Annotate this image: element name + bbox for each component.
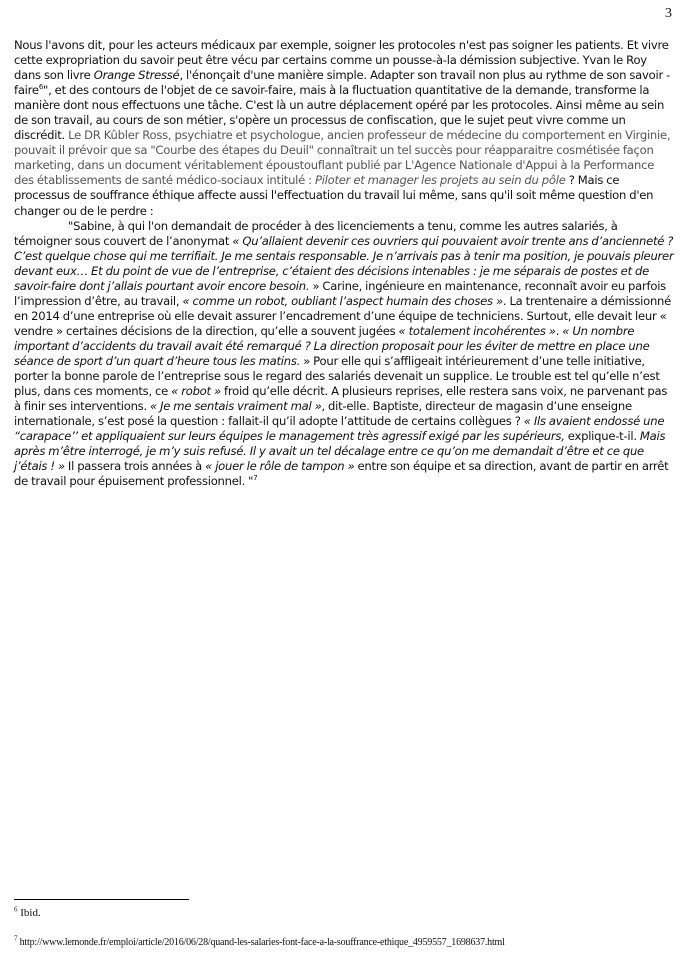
text-run: » Pour elle qui s’affligeait intérieurement d’une telle initiative, porter la bonne parole de l’entreprise sous le regard des salariés devenait un supplice. Le trouble est tel qu’elle n’est plus, dans ces moments, ce (14, 353, 660, 399)
text-run: froid qu’elle décrit. A plusieurs reprises, elle restera sans voix, ne parvenant pas à finir ses interventions. (14, 384, 668, 414)
footnote-ref-6[interactable]: 6 (38, 83, 44, 92)
quote-tampon: « jouer le rôle de tampon » (205, 459, 355, 474)
text-run: explique-t-il. (564, 429, 640, 444)
paragraph-protocols (14, 38, 674, 219)
quote-accidents: « Un nombre important d’accidents du travail avait été remarqué ? La direction proposait pour les éviter de mettre en place une séance de sport d’un quart d’heure tous les matins. (14, 323, 650, 368)
paragraph-quotation (14, 219, 674, 490)
text-run: » Carine, ingénieure en maintenance, reconnaît avoir eu parfois l’impression d’être, au travail, (14, 278, 666, 308)
quote-robot: « robot » (171, 384, 221, 399)
text-run: ? Mais ce processus de souffrance éthique affecte aussi l'effectuation du travail lui même, sans qu'il soit même question d'en changer ou de le perdre : (14, 173, 654, 218)
text-run: Nous l'avons dit, pour les acteurs médicaux par exemple, soigner les protocoles n'est pas soigner les patients. Et vivre cette expropriation du savoir peut être vécu par certains comme un pousse-à-la démission subjective. Yvan le Roy dans son livre (14, 38, 669, 83)
footnote-ref-7[interactable]: 7 (253, 474, 258, 483)
footnote-number: 7 (14, 934, 18, 943)
text-run: , l'énonçait d'une manière simple. Adapter son travail non plus au rythme de son savoir -faire (14, 68, 671, 98)
quote-sabine: « Qu’allaient devenir ces ouvriers qui pouvaient avoir trente ans d’ancienneté ? C’est quelque chose qui me terrifiait. Je me sentais responsable. Je n’arrivais pas à tenir ma position, je pouvais pleurer devant eux… Et du point de vue de l’entreprise, c’étaient des décisions intenables : je me séparais de postes et de savoir-faire dont j’allais pourtant avoir encore besoin. (14, 233, 674, 293)
footnote-number: 6 (14, 905, 18, 914)
text-run: Il passera trois années à (64, 459, 206, 474)
quote-refuse: Mais après m’être interrogé, je m’y suis refusé. Il y avait un tel décalage entre ce qu’on me demandait d’être et ce que j’étais ! » (14, 429, 666, 474)
page-number: 3 (665, 6, 672, 21)
book-title: Orange Stressé (93, 68, 180, 83)
text-run: "Sabine, à qui l'on demandait de procéder à des licenciements a tenu, comme les autres salariés, à témoigner sous couvert de l’anonymat (14, 218, 618, 248)
footnote-7 (14, 934, 505, 948)
text-run: . (555, 323, 563, 338)
text-run: entre son équipe et sa direction, avant de partir en arrêt de travail pour épuisement professionnel. " (14, 459, 669, 489)
quote-vraiment-mal: « Je me sentais vraiment mal » (150, 399, 322, 414)
footnote-separator (14, 899, 189, 900)
quote-carapace: « Ils avaient endossé une “carapace’’ et appliquaient sur leurs équipes le management très agressif exigé par les supérieurs, (14, 414, 665, 444)
quote-carine-robot: « comme un robot, oubliant l’aspect humain des choses » (182, 293, 503, 308)
body-text (14, 38, 674, 489)
document-title: Piloter et manager les projets au sein du pôle (314, 173, 566, 188)
text-run: Le DR Kûbler Ross, psychiatre et psychologue, ancien professeur de médecine du comportement en Virginie, pouvait il prévoir que sa "Courbe des étapes du Deuil" connaîtrait un tel succès pour réapparaitre cosmétisée façon marketing, dans un document véritablement époustouflant publié par L'Agence Nationale d'Appui à la Performance des établissements de santé médico-sociaux intitulé : (14, 128, 671, 188)
footnote-link[interactable]: http://www.lemonde.fr/emploi/article/2016/06/28/quand-les-salaries-font-face-a-la-souffrance-ethique_4959557_1698637.html (19, 937, 505, 948)
text-run: , dit-elle. Baptiste, directeur de magasin d’une enseigne internationale, s’est posé la question : fallait-il qu’il adopte l’attitude de certains collègues ? (14, 399, 632, 429)
footnote-6 (14, 907, 41, 919)
text-run: . La trentenaire a démissionné en 2014 d’une entreprise où elle devait assurer l’encadrement d’une équipe de techniciens. Surtout, elle devait leur « vendre » certaines décisions de la direction, qu’elle a souvent jugées (14, 293, 672, 338)
quote-incoherent: « totalement incohérentes » (398, 323, 556, 338)
footnote-text: Ibid. (20, 907, 41, 919)
text-run: ", et des contours de l'objet de ce savoir-faire, mais à la fluctuation quantitative de la demande, transforme la manière dont nous effectuons une tâche. C'est là un autre déplacement opéré par les protocoles. Ainsi même au sein de son travail, au cours de son métier, s'opère un processus de confiscation, que le sujet peut vivre comme un discrédit. (14, 83, 665, 143)
